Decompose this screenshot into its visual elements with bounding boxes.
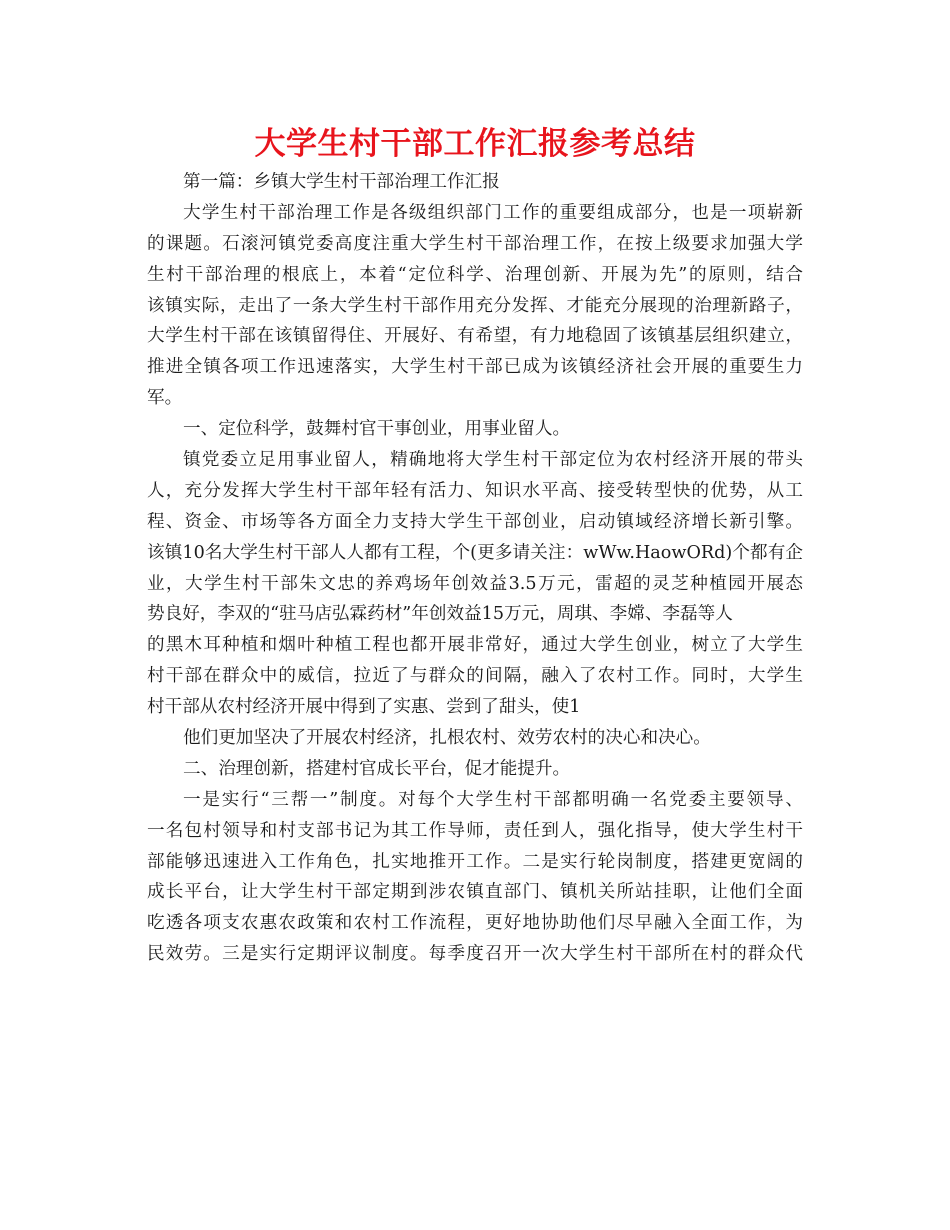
paragraph-line: 生村干部治理的根底上，本着“定位科学、治理创新、开展为先”的原则，结合 [147, 264, 803, 285]
paragraph-line: 大学生村干部治理工作是各级组织部门工作的重要组成部分，也是一项崭新 [183, 202, 803, 223]
paragraph-line: 一名包村领导和村支部书记为其工作导师，责任到人，强化指导，使大学生村干 [147, 820, 803, 841]
paragraph-line: 该镇10名大学生村干部人人都有工程，个(更多请关注：wWw.HaowORd)个都有企 [147, 542, 803, 563]
paragraph-line: 势良好，李双的“驻马店弘霖药材”年创效益15万元，周琪、李嫦、李磊等人 [147, 604, 733, 625]
document-body [147, 167, 803, 970]
paragraph-line: 的黑木耳种植和烟叶种植工程也都开展非常好，通过大学生创业，树立了大学生 [147, 635, 803, 656]
paragraph-line: 程、资金、市场等各方面全力支持大学生干部创业，启动镇域经济增长新引擎。 [147, 511, 803, 532]
paragraph-line: 的课题。石滚河镇党委高度注重大学生村干部治理工作，在按上级要求加强大学 [147, 233, 803, 254]
paragraph-line: 他们更加坚决了开展农村经济，扎根农村、效劳农村的决心和决心。 [183, 728, 711, 749]
section-heading: 第一篇：乡镇大学生村干部治理工作汇报 [183, 172, 500, 192]
paragraph-line: 人，充分发挥大学生村干部年轻有活力、知识水平高、接受转型快的优势，从工 [147, 480, 803, 501]
paragraph-line: 成长平台，让大学生村干部定期到涉农镇直部门、镇机关所站挂职，让他们全面 [147, 882, 803, 903]
paragraph-line: 军。 [147, 388, 183, 409]
paragraph-line: 民效劳。三是实行定期评议制度。每季度召开一次大学生村干部所在村的群众代 [147, 944, 803, 965]
paragraph-line: 大学生村干部在该镇留得住、开展好、有希望，有力地稳固了该镇基层组织建立， [147, 326, 803, 347]
paragraph-line: 推进全镇各项工作迅速落实，大学生村干部已成为该镇经济社会开展的重要生力 [147, 357, 803, 378]
paragraph-line: 业，大学生村干部朱文忠的养鸡场年创效益3.5万元，雷超的灵芝种植园开展态 [147, 573, 803, 594]
paragraph-line: 村干部从农村经济开展中得到了实惠、尝到了甜头，使1 [147, 697, 581, 718]
paragraph-line: 吃透各项支农惠农政策和农村工作流程，更好地协助他们尽早融入全面工作，为 [147, 913, 803, 934]
paragraph-line: 部能够迅速进入工作角色，扎实地推开工作。二是实行轮岗制度，搭建更宽阔的 [147, 851, 803, 872]
paragraph-line: 该镇实际，走出了一条大学生村干部作用充分发挥、才能充分展现的治理新路子， [147, 295, 803, 316]
document-title: 大学生村干部工作汇报参考总结 [254, 126, 696, 162]
paragraph-line: 一是实行“三帮一”制度。对每个大学生村干部都明确一名党委主要领导、 [183, 789, 803, 810]
paragraph-line: 村干部在群众中的威信，拉近了与群众的间隔，融入了农村工作。同时，大学生 [147, 666, 803, 687]
section-heading: 二、治理创新，搭建村官成长平台，促才能提升。 [183, 758, 571, 779]
section-heading: 一、定位科学，鼓舞村官干事创业，用事业留人。 [183, 419, 571, 440]
paragraph-line: 镇党委立足用事业留人，精确地将大学生村干部定位为农村经济开展的带头 [183, 450, 803, 471]
